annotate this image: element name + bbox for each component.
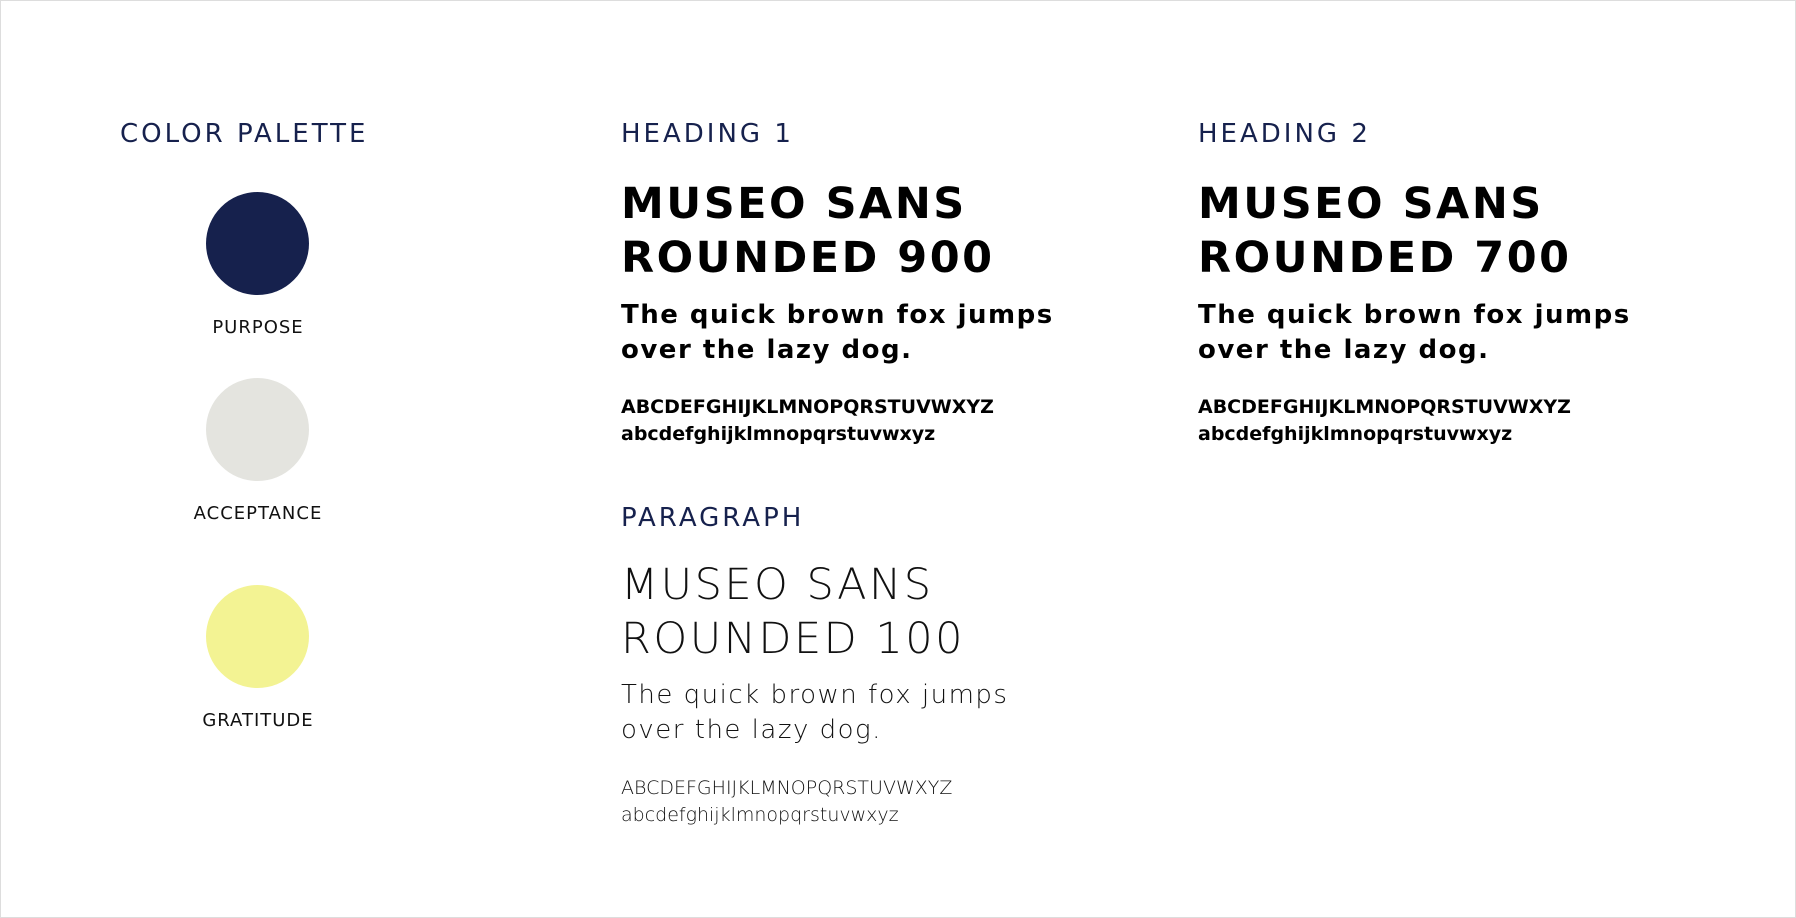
swatch-gratitude bbox=[206, 585, 309, 688]
swatch-acceptance bbox=[206, 378, 309, 481]
paragraph-font-line1: MUSEO SANS bbox=[621, 560, 934, 610]
heading1-label: HEADING 1 bbox=[621, 119, 794, 149]
heading2-label: HEADING 2 bbox=[1198, 119, 1371, 149]
heading2-pangram-line2: over the lazy dog. bbox=[1198, 335, 1490, 365]
heading1-font-line2: ROUNDED 900 bbox=[621, 233, 995, 283]
swatch-label-gratitude: GRATITUDE bbox=[202, 710, 314, 731]
color-palette-heading: COLOR PALETTE bbox=[120, 119, 369, 149]
heading1-pangram-line1: The quick brown fox jumps bbox=[621, 300, 1054, 330]
paragraph-label: PARAGRAPH bbox=[621, 503, 805, 533]
heading1-font-name bbox=[621, 177, 995, 285]
heading2-font-name bbox=[1198, 177, 1572, 285]
swatch-purpose bbox=[206, 192, 309, 295]
paragraph-font-line2: ROUNDED 100 bbox=[621, 614, 965, 664]
heading2-pangram bbox=[1198, 298, 1631, 368]
swatch-label-acceptance: ACCEPTANCE bbox=[193, 503, 323, 524]
paragraph-pangram bbox=[621, 678, 1008, 748]
heading1-uppercase: ABCDEFGHIJKLMNOPQRSTUVWXYZ bbox=[621, 396, 994, 418]
paragraph-uppercase: ABCDEFGHIJKLMNOPQRSTUVWXYZ bbox=[621, 777, 953, 799]
paragraph-font-name bbox=[621, 558, 965, 666]
heading2-font-line2: ROUNDED 700 bbox=[1198, 233, 1572, 283]
heading1-pangram-line2: over the lazy dog. bbox=[621, 335, 913, 365]
heading1-alphabet bbox=[621, 394, 994, 448]
heading2-font-line1: MUSEO SANS bbox=[1198, 179, 1544, 229]
heading1-font-line1: MUSEO SANS bbox=[621, 179, 967, 229]
swatch-label-purpose: PURPOSE bbox=[212, 317, 304, 338]
paragraph-lowercase: abcdefghijklmnopqrstuvwxyz bbox=[621, 804, 899, 826]
heading1-lowercase: abcdefghijklmnopqrstuvwxyz bbox=[621, 423, 936, 445]
heading2-lowercase: abcdefghijklmnopqrstuvwxyz bbox=[1198, 423, 1513, 445]
heading1-pangram bbox=[621, 298, 1054, 368]
paragraph-pangram-line1: The quick brown fox jumps bbox=[621, 680, 1009, 710]
heading2-alphabet bbox=[1198, 394, 1571, 448]
paragraph-pangram-line2: over the lazy dog. bbox=[621, 715, 882, 745]
heading2-pangram-line1: The quick brown fox jumps bbox=[1198, 300, 1631, 330]
paragraph-alphabet bbox=[621, 775, 952, 829]
heading2-uppercase: ABCDEFGHIJKLMNOPQRSTUVWXYZ bbox=[1198, 396, 1571, 418]
